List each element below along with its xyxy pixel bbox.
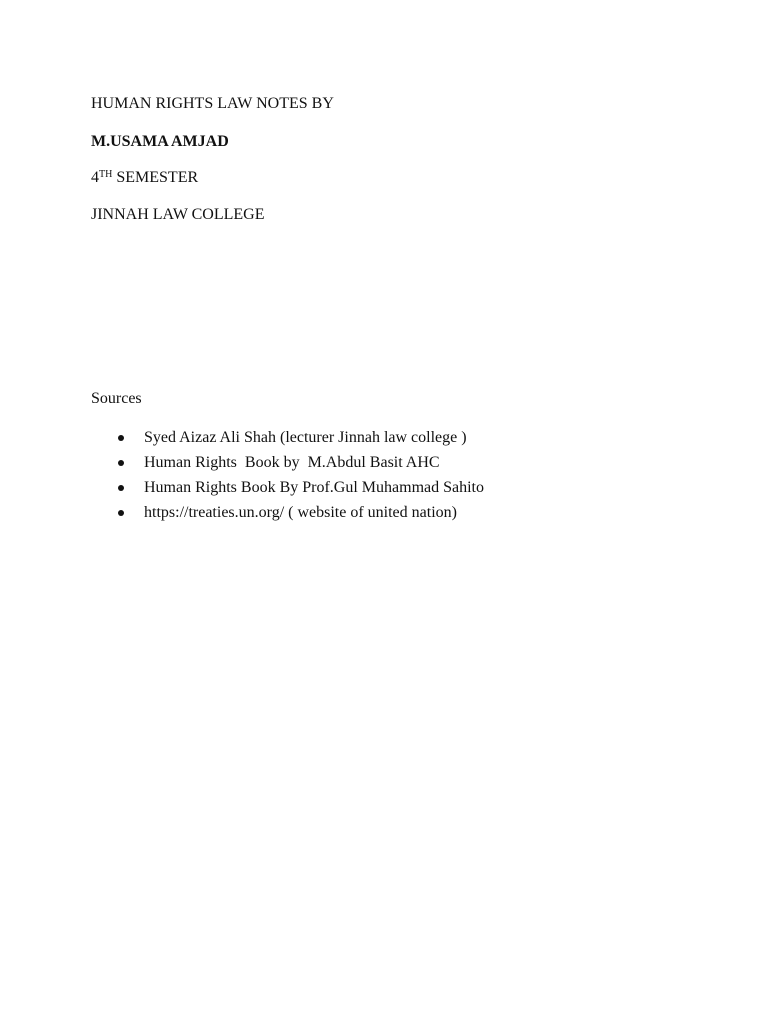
semester-ordinal-suffix: TH — [99, 169, 113, 180]
source-text: Human Rights Book By Prof.Gul Muhammad Sahito — [144, 479, 484, 496]
bullet-icon — [118, 435, 124, 441]
institution-name: JINNAH LAW COLLEGE — [91, 206, 265, 223]
source-item — [118, 503, 484, 528]
source-text: https://treaties.un.org/ ( website of united nation) — [144, 504, 457, 521]
semester-label: SEMESTER — [112, 169, 199, 186]
source-item — [118, 453, 484, 478]
source-item — [118, 478, 484, 503]
sources-heading: Sources — [91, 390, 142, 407]
notes-title: HUMAN RIGHTS LAW NOTES BY — [91, 95, 334, 112]
source-text: Syed Aizaz Ali Shah (lecturer Jinnah law college ) — [144, 429, 467, 446]
semester-number: 4 — [91, 169, 99, 186]
semester-line — [91, 168, 198, 188]
bullet-icon — [118, 485, 124, 491]
bullet-icon — [118, 460, 124, 466]
sources-list — [118, 428, 484, 528]
source-item — [118, 428, 484, 453]
bullet-icon — [118, 510, 124, 516]
source-text: Human Rights Book by M.Abdul Basit AHC — [144, 454, 440, 471]
author-name: M.USAMA AMJAD — [91, 133, 229, 150]
